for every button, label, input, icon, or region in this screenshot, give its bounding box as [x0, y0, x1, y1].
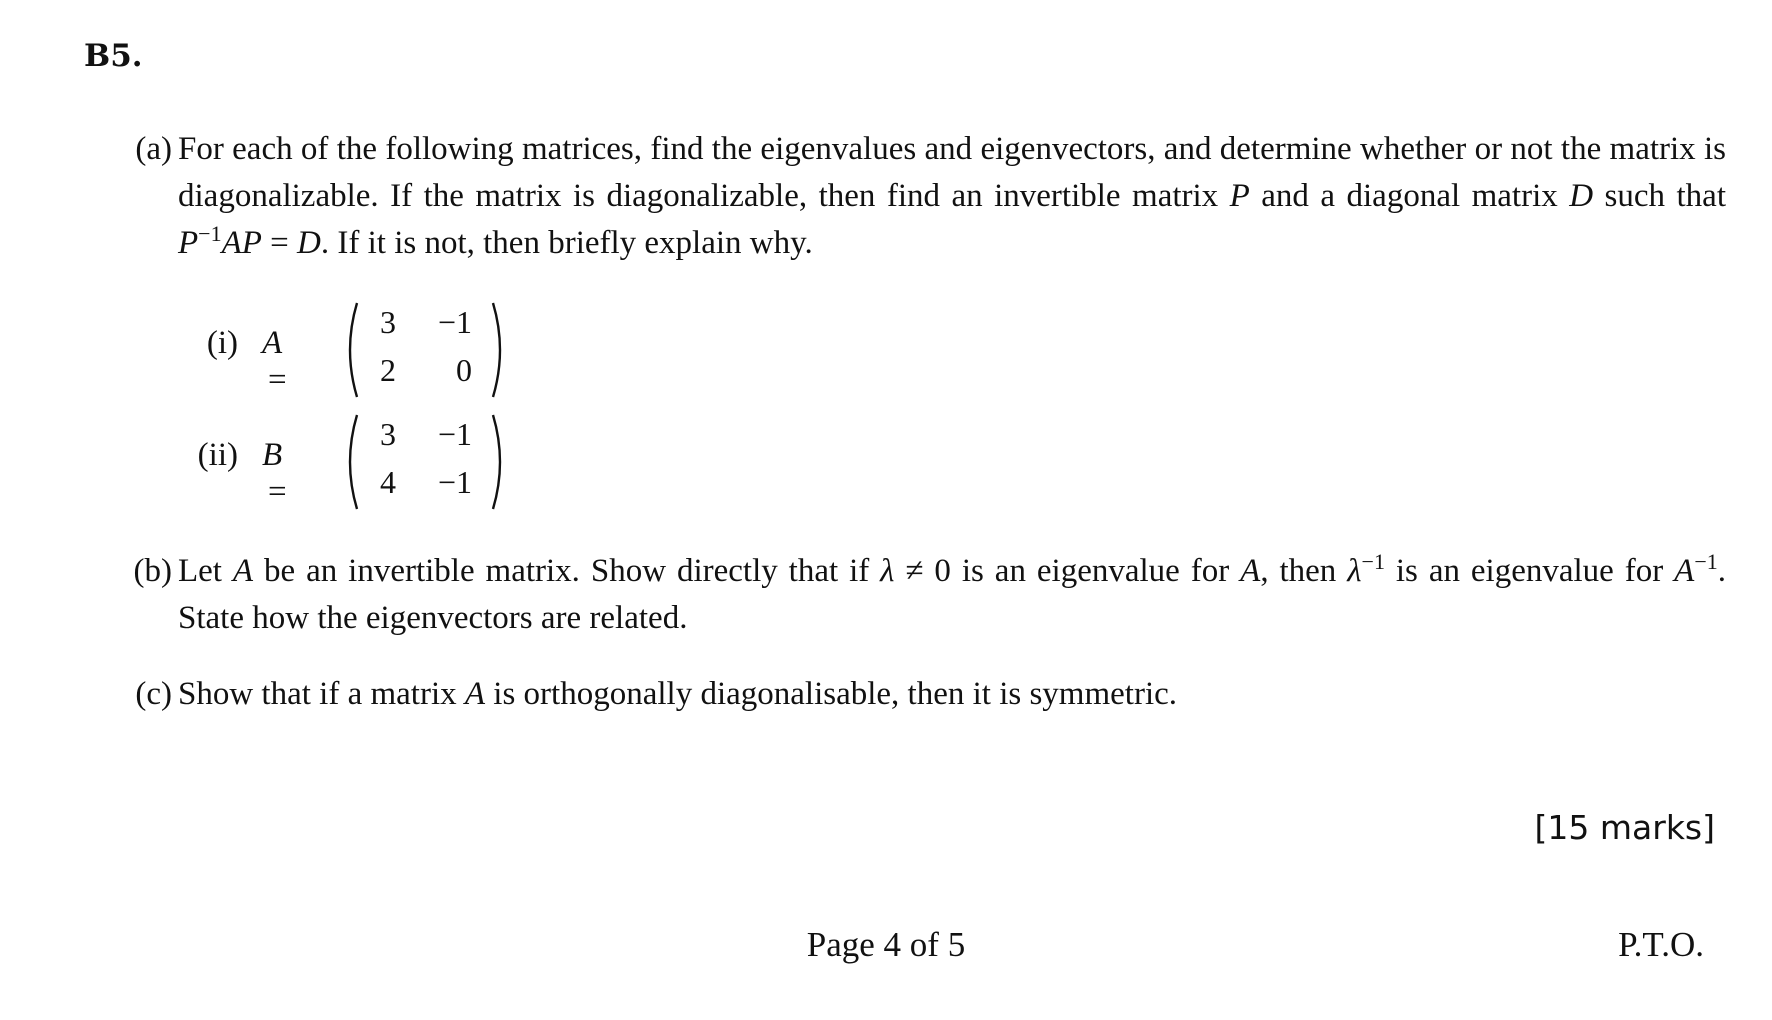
- matrix-a-equals: =: [268, 362, 287, 398]
- part-b-text-3: is an eigenvalue for: [950, 553, 1241, 589]
- part-a-text-2: and a diagonal matrix: [1249, 178, 1570, 214]
- matrix-b-cell-11: 3: [380, 416, 396, 452]
- var-d: D: [1569, 178, 1594, 214]
- part-b-text-6: . State how the eigenvectors are related.: [178, 553, 1726, 636]
- page-number: Page 4 of 5: [806, 925, 966, 964]
- eq-inverse-sup: −1: [198, 221, 222, 246]
- subitem-i-label: (i): [206, 325, 238, 361]
- lambda-symbol: λ: [880, 553, 895, 589]
- part-b-text-4: , then: [1260, 553, 1348, 589]
- part-a-text-4: . If it is not, then briefly explain why.: [320, 225, 813, 261]
- matrix-a-cell-21: 2: [380, 352, 396, 388]
- matrix-b-cell-12: −1: [437, 416, 472, 452]
- var-a: A: [464, 676, 486, 712]
- matrix-b-var: B: [262, 437, 283, 473]
- a-inverse-sup: −1: [1694, 549, 1718, 574]
- lambda-inverse-sup: −1: [1361, 549, 1385, 574]
- var-a: A: [232, 553, 254, 589]
- part-b-text-2: be an invertible matrix. Show directly that if: [253, 553, 881, 589]
- part-b-label: (b): [133, 553, 172, 589]
- part-b-text: [178, 548, 1726, 642]
- matrix-a-cell-22: 0: [456, 352, 472, 388]
- matrix-a: [340, 300, 510, 400]
- eq-equals: =: [261, 225, 298, 261]
- right-paren: [490, 300, 510, 400]
- question-number: B5.: [84, 38, 143, 74]
- neq-zero: ≠ 0: [894, 553, 951, 589]
- part-a-text: [178, 126, 1726, 267]
- subitem-ii-label: (ii): [197, 437, 238, 473]
- part-b: [108, 548, 1726, 642]
- matrix-b-equals: =: [268, 474, 287, 510]
- part-c-text-2: is orthogonally diagonalisable, then it is symmetric.: [485, 676, 1178, 712]
- matrix-b: [340, 412, 510, 512]
- lambda-symbol: λ: [1347, 553, 1362, 589]
- part-a-label: (a): [135, 131, 172, 167]
- right-paren: [490, 412, 510, 512]
- part-b-text-1: Let: [178, 553, 233, 589]
- matrix-a-var: A: [262, 325, 283, 361]
- matrix-b-cell-21: 4: [380, 464, 396, 500]
- matrix-a-cell-12: −1: [437, 304, 472, 340]
- part-c-label: (c): [135, 676, 172, 712]
- var-p: P: [1229, 178, 1250, 214]
- part-b-text-5: is an eigenvalue for: [1384, 553, 1675, 589]
- part-a-text-1: For each of the following matrices, find the eigenvalues and eigenvectors, and determine whether or not the matrix is diagonalizable. If the matrix is diagonalizable, then find an invertible matrix: [178, 131, 1726, 214]
- eq-ap: AP: [221, 225, 262, 261]
- part-a-text-3: such that: [1593, 178, 1726, 214]
- part-a: [108, 126, 1726, 267]
- subitem-ii-lhs: [262, 437, 287, 511]
- pto-label: P.T.O.: [1618, 925, 1704, 964]
- eq-p: P: [178, 225, 199, 261]
- eq-d: D: [297, 225, 321, 261]
- matrix-b-cell-22: −1: [437, 464, 472, 500]
- part-c-text: [178, 671, 1726, 718]
- matrix-a-cell-11: 3: [380, 304, 396, 340]
- part-c: [108, 671, 1726, 718]
- subitem-i-lhs: [262, 325, 287, 399]
- var-a: A: [1674, 553, 1695, 589]
- marks-label: [15 marks]: [1534, 808, 1715, 847]
- var-a: A: [1240, 553, 1261, 589]
- part-c-text-1: Show that if a matrix: [178, 676, 465, 712]
